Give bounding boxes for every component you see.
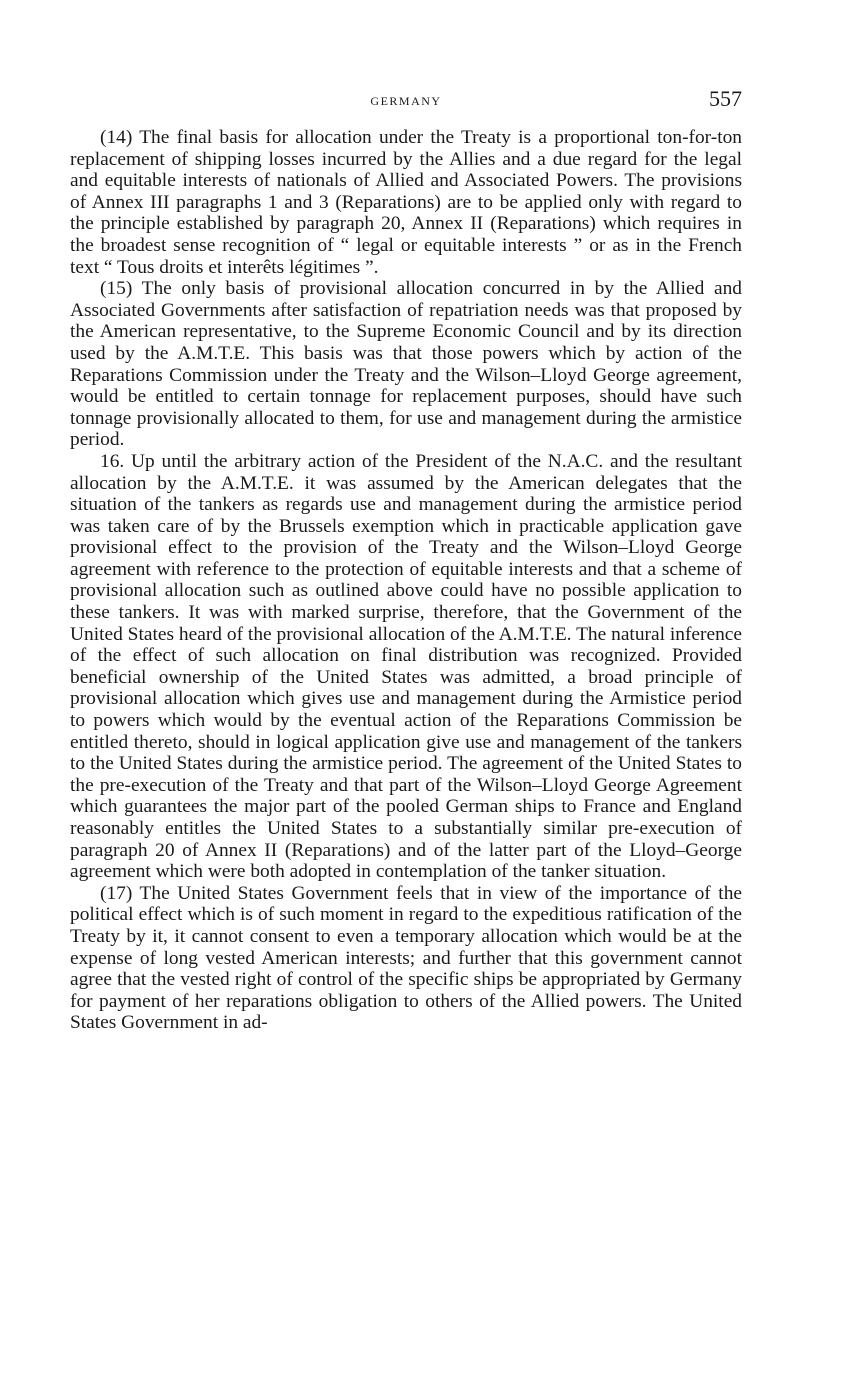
paragraph-14: (14) The final basis for allocation under the Treaty is a proportional ton-for-ton replacement of shipping losses incurred by the Allies and a due regard for the legal and equitable interests of nationals of Allied and Associated Powers. The provisions of Annex III paragraphs 1 and 3 (Reparations) are to be applied only with regard to the principle established by paragraph 20, Annex II (Reparations) which requires in the broadest sense recognition of “ legal or equitable interests ” or as in the French text “ Tous droits et interêts légitimes ”.	[70, 127, 742, 278]
body-text	[70, 127, 742, 1034]
paragraph-15: (15) The only basis of provisional allocation concurred in by the Allied and Associated Governments after satisfaction of repatriation needs was that proposed by the American representative, to the Supreme Economic Council and by its direction used by the A.M.T.E. This basis was that those powers which by action of the Reparations Commission under the Treaty and the Wilson–Lloyd George agreement, would be entitled to certain tonnage for replacement purposes, should have such tonnage provisionally allocated to them, for use and management during the armistice period.	[70, 278, 742, 451]
document-page	[70, 84, 742, 1034]
paragraph-17: (17) The United States Government feels that in view of the importance of the political effect which is of such moment in regard to the expeditious ratification of the Treaty by it, it cannot consent to even a temporary allocation which would be at the expense of long vested American interests; and further that this government cannot agree that the vested right of control of the specific ships be appropriated by Germany for payment of her reparations obligation to others of the Allied powers. The United States Government in ad-	[70, 882, 742, 1034]
paragraph-16: 16. Up until the arbitrary action of the President of the N.A.C. and the resultant allocation by the A.M.T.E. it was assumed by the American delegates that the situation of the tankers as regards use and management during the armistice period was taken care of by the Brussels exemption which in practicable application gave provisional effect to the provision of the Treaty and the Wilson–Lloyd George agreement with reference to the protection of equitable interests and that a scheme of provisional allocation such as outlined above could have no possible application to these tankers. It was with marked surprise, therefore, that the Government of the United States heard of the provisional allocation of the A.M.T.E. The natural inference of the effect of such allocation on final distribution was recognized. Provided beneficial ownership of the United States was admitted, a broad principle of provisional allocation which gives use and management during the Armistice period to powers which would by the eventual action of the Reparations Commission be entitled thereto, should in logical application give use and management of the tankers to the United States during the armistice period. The agreement of the United States to the pre-execution of the Treaty and that part of the Wilson–Lloyd George Agreement which guarantees the major part of the pooled German ships to France and England reasonably entitles the United States to a substantially similar pre-execution of paragraph 20 of Annex II (Reparations) and of the latter part of the Lloyd–George agreement which were both adopted in contemplation of the tanker situation.	[70, 450, 742, 883]
page-number: 557	[709, 86, 742, 111]
running-head	[70, 84, 742, 118]
running-title: GERMANY	[370, 94, 442, 108]
